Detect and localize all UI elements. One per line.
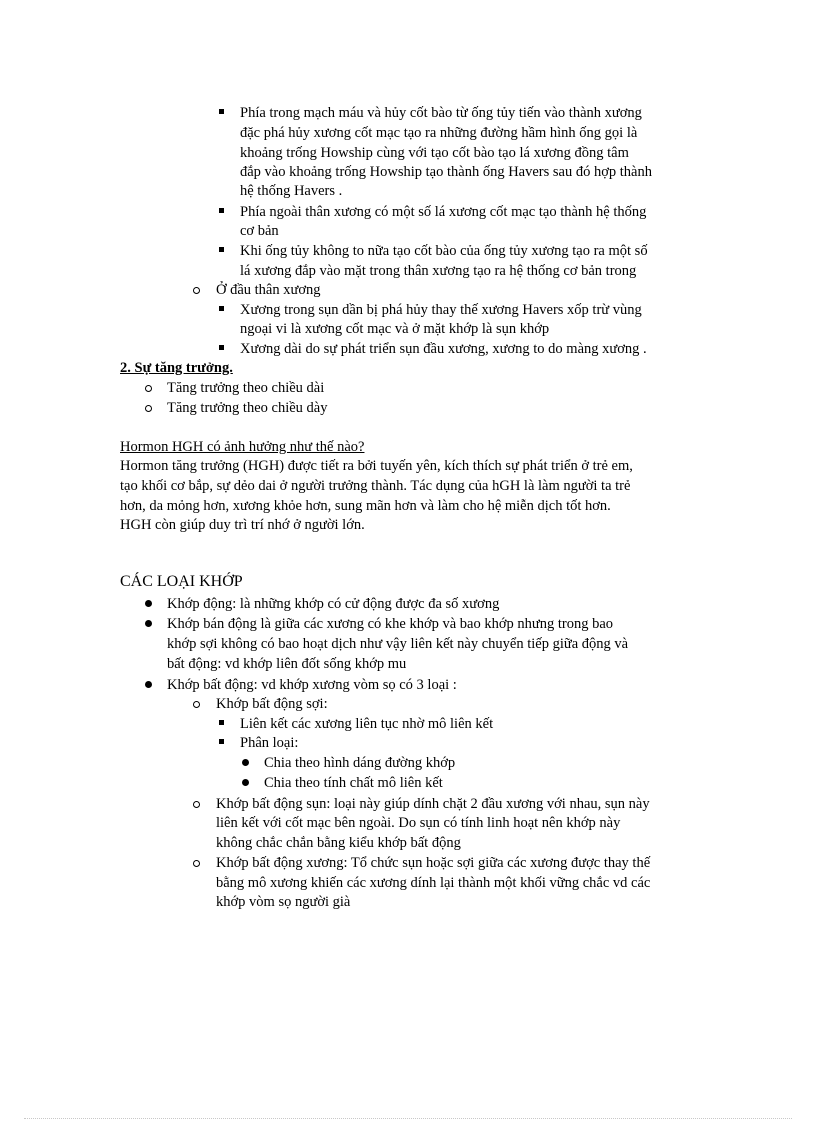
paragraph-line: HGH còn giúp duy trì trí nhớ ở người lớn. (120, 517, 365, 533)
section-heading: 2. Sự tăng trưởng. (120, 360, 233, 376)
list-item: Liên kết các xương liên tục nhờ mô liên kết (240, 716, 494, 732)
paragraph-line: Khớp bất động xương: Tổ chức sụn hoặc sợi giữa các xương được thay thế (216, 855, 651, 871)
paragraph-line: không chắc chắn bằng kiểu khớp bất động (216, 835, 461, 851)
section-heading: CÁC LOẠI KHỚP (120, 573, 243, 590)
bullet-circle (193, 860, 200, 867)
list-item: Khớp động: là những khớp có cử động được đa số xương (167, 596, 500, 612)
paragraph-line: Hormon tăng trưởng (HGH) được tiết ra bởi tuyến yên, kích thích sự phát triển ở trẻ em, (120, 458, 633, 474)
paragraph-line: Khớp bất động sụn: loại này giúp dính chặt 2 đầu xương với nhau, sụn này (216, 796, 650, 812)
paragraph-line: đắp vào khoảng trống Howship tạo thành ống Havers sau đó hợp thành (240, 164, 652, 180)
question-heading: Hormon HGH có ảnh hưởng như thế nào? (120, 439, 365, 455)
list-item: Khớp bất động: vd khớp xương vòm sọ có 3 loại : (167, 677, 457, 693)
paragraph-line: liên kết với cốt mạc bên ngoài. Do sụn có tính linh hoạt nên khớp này (216, 815, 621, 831)
page-bottom-border (24, 1118, 792, 1119)
paragraph-line: hệ thống Havers . (240, 183, 343, 199)
bullet-square (219, 720, 224, 725)
paragraph-line: Xương trong sụn dần bị phá hủy thay thế xương Havers xốp trừ vùng (240, 302, 642, 318)
paragraph-line: hơn, da mỏng hơn, xương khỏe hơn, sung mãn hơn và làm cho hệ miễn dịch tốt hơn. (120, 498, 611, 514)
paragraph-line: Khớp bán động là giữa các xương có khe khớp và bao khớp nhưng trong bao (167, 616, 614, 632)
list-item: Chia theo hình dáng đường khớp (264, 755, 456, 771)
list-item-label: Ở đầu thân xương (216, 282, 321, 298)
bullet-dot (145, 600, 152, 607)
bullet-circle (145, 385, 152, 392)
paragraph-line: bất động: vd khớp liên đốt sống khớp mu (167, 656, 407, 672)
bullet-circle (193, 801, 200, 808)
paragraph-line: khớp vòm sọ người già (216, 894, 351, 910)
paragraph-line: bằng mô xương khiến các xương dính lại thành một khối vững chắc vd các (216, 875, 651, 891)
bullet-square (219, 739, 224, 744)
bullet-dot (242, 779, 249, 786)
bullet-circle (145, 405, 152, 412)
paragraph-line: lá xương đắp vào mặt trong thân xương tạo ra hệ thống cơ bản trong (240, 263, 637, 279)
paragraph-line: Phía trong mạch máu và hủy cốt bào từ ống tủy tiến vào thành xương (240, 105, 642, 121)
bullet-circle (193, 701, 200, 708)
paragraph-line: đặc phá hủy xương cốt mạc tạo ra những đường hầm hình ống gọi là (240, 125, 638, 141)
bullet-square (219, 345, 224, 350)
list-item: Tăng trưởng theo chiều dài (167, 380, 325, 396)
bullet-dot (242, 759, 249, 766)
bullet-dot (145, 681, 152, 688)
list-item: Khớp bất động sợi: (216, 696, 328, 712)
list-item: Phân loại: (240, 735, 299, 751)
paragraph-line: cơ bản (240, 223, 279, 239)
paragraph-line: Xương dài do sự phát triển sụn đầu xương, xương to do màng xương . (240, 341, 647, 357)
bullet-circle (193, 287, 200, 294)
paragraph-line: khớp sợi không có bao hoạt dịch như vậy liên kết này chuyển tiếp giữa động và (167, 636, 629, 652)
paragraph-line: khoảng trống Howship cùng với tạo cốt bào tạo lá xương đồng tâm (240, 145, 629, 161)
bullet-square (219, 247, 224, 252)
list-item: Tăng trưởng theo chiều dày (167, 400, 328, 416)
bullet-dot (145, 620, 152, 627)
bullet-square (219, 208, 224, 213)
list-item: Chia theo tính chất mô liên kết (264, 775, 443, 791)
bullet-square (219, 109, 224, 114)
paragraph-line: tạo khối cơ bắp, sự dẻo dai ở người trưởng thành. Tác dụng của hGH là làm người ta trẻ (120, 478, 631, 494)
paragraph-line: Phía ngoài thân xương có một số lá xương cốt mạc tạo thành hệ thống (240, 204, 647, 220)
bullet-square (219, 306, 224, 311)
paragraph-line: Khi ống tủy không to nữa tạo cốt bào của ống tủy xương tạo ra một số (240, 243, 648, 259)
paragraph-line: ngoại vi là xương cốt mạc và ở mặt khớp là sụn khớp (240, 321, 550, 337)
